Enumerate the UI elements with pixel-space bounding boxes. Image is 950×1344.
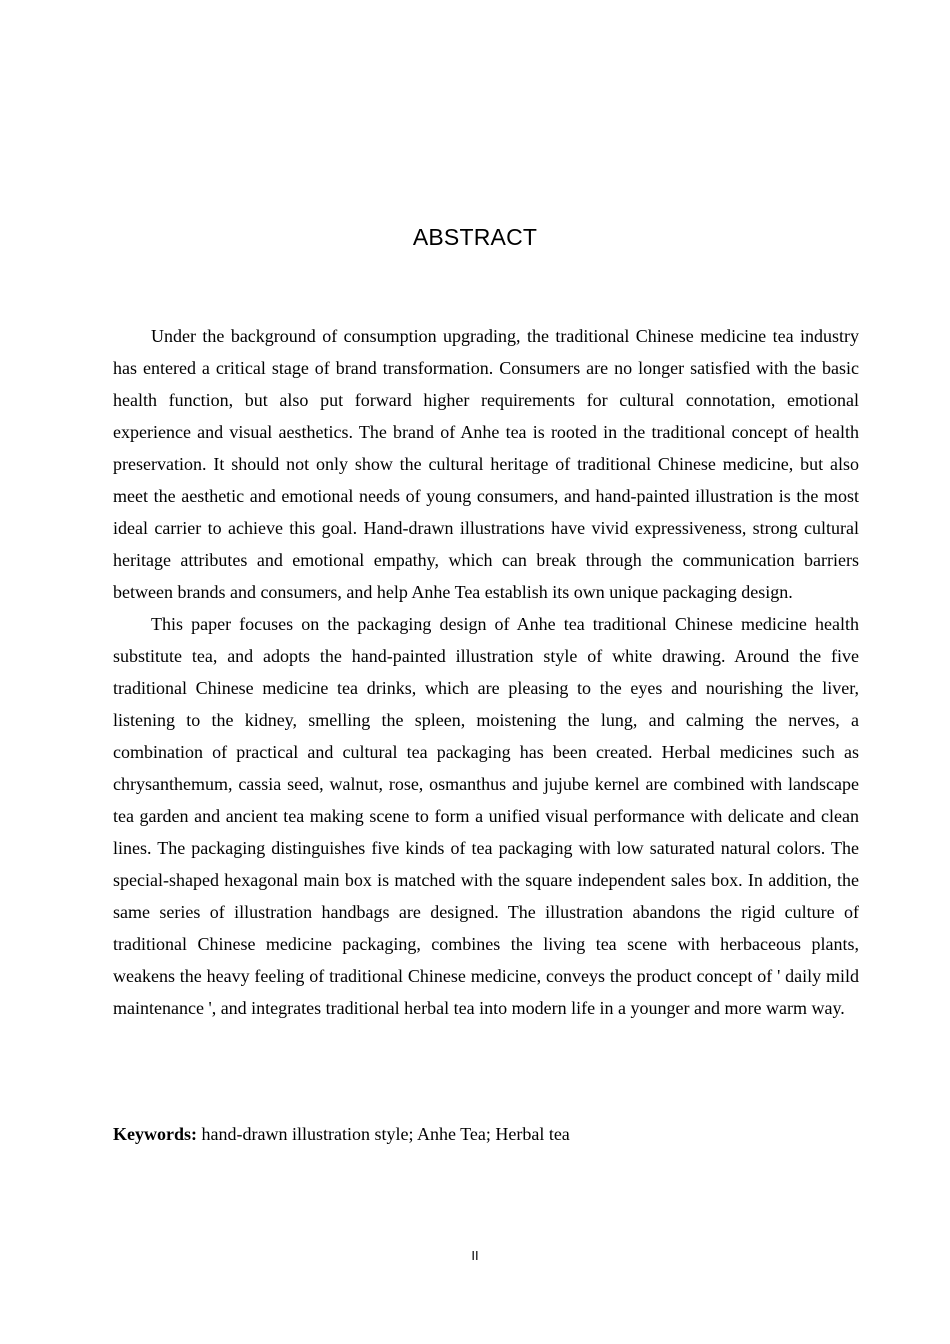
keywords-text: hand-drawn illustration style; Anhe Tea; Herbal tea	[197, 1124, 570, 1144]
keywords-line	[113, 1118, 859, 1150]
abstract-paragraph-1: Under the background of consumption upgrading, the traditional Chinese medicine tea industry has entered a critical stage of brand transformation. Consumers are no longer satisfied with the basic health function, but also put forward higher requirements for cultural connotation, emotional experience and visual aesthetics. The brand of Anhe tea is rooted in the traditional concept of health preservation. It should not only show the cultural heritage of traditional Chinese medicine, but also meet the aesthetic and emotional needs of young consumers, and hand-painted illustration is the most ideal carrier to achieve this goal. Hand-drawn illustrations have vivid expressiveness, strong cultural heritage attributes and emotional empathy, which can break through the communication barriers between brands and consumers, and help Anhe Tea establish its own unique packaging design.	[113, 326, 859, 602]
abstract-title: ABSTRACT	[412, 224, 538, 250]
keywords-label: Keywords:	[113, 1124, 197, 1144]
abstract-paragraph-2: This paper focuses on the packaging design of Anhe tea traditional Chinese medicine health substitute tea, and adopts the hand-painted illustration style of white drawing. Around the five traditional Chinese medicine tea drinks, which are pleasing to the eyes and nourishing the liver, listening to the kidney, smelling the spleen, moistening the lung, and calming the nerves, a combination of practical and cultural tea packaging has been created. Herbal medicines such as chrysanthemum, cassia seed, walnut, rose, osmanthus and jujube kernel are combined with landscape tea garden and ancient tea making scene to form a unified visual performance with delicate and clean lines. The packaging distinguishes five kinds of tea packaging with low saturated natural colors. The special-shaped hexagonal main box is matched with the square independent sales box. In addition, the same series of illustration handbags are designed. The illustration abandons the rigid culture of traditional Chinese medicine packaging, combines the living tea scene with herbaceous plants, weakens the heavy feeling of traditional Chinese medicine, conveys the product concept of ' daily mild maintenance ', and integrates traditional herbal tea into modern life in a younger and more warm way.	[113, 614, 859, 1018]
abstract-body	[113, 320, 859, 1024]
page-number: II	[471, 1248, 479, 1263]
